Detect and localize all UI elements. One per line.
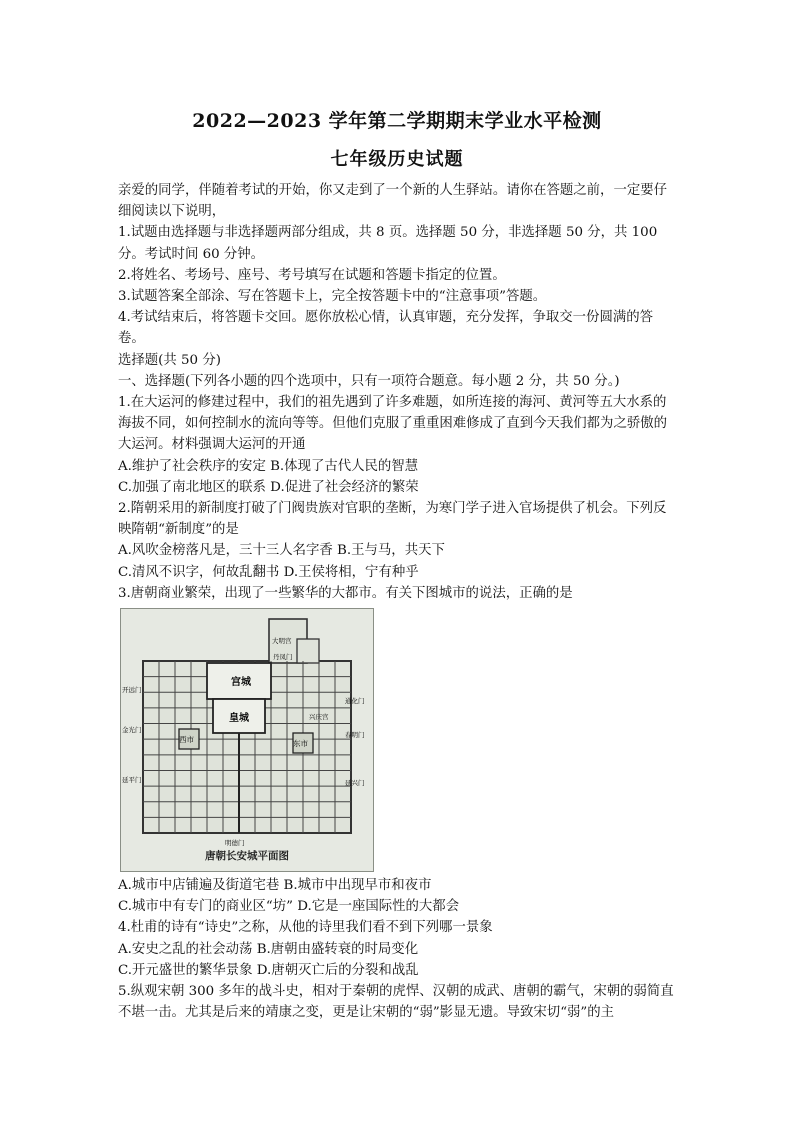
exam-body xyxy=(118,180,678,1023)
intro-paragraph: 4.考试结束后，将答题卡交回。愿你放松心情，认真审题，充分发挥，争取交一份圆满的答卷。 xyxy=(118,310,654,347)
intro-paragraph: 亲爱的同学，伴随着考试的开始，你又走到了一个新的人生驿站。请你在答题之前，一定要仔细阅读以下说明， xyxy=(118,183,668,220)
map-label-tonghua-gate: 通化门 xyxy=(345,697,365,706)
question-option: C.清风不识字，何故乱翻书 D.王侯将相，宁有种乎 xyxy=(118,564,419,580)
map-label-daming-palace: 大明宫 xyxy=(272,637,292,646)
map-label-imperial: 皇城 xyxy=(229,713,249,725)
question-stem: 2.隋朝采用的新制度打破了门阀贵族对官职的垄断，为寒门学子进入官场提供了机会。下列反映隋朝“新制度”的是 xyxy=(118,501,667,538)
map-label-xingqing-palace: 兴庆宫 xyxy=(309,713,329,722)
map-label-palace: 宫城 xyxy=(231,677,251,689)
map-label-west-market: 西市 xyxy=(179,735,194,745)
question-option: A.风吹金榜落凡是，三十三人名字香 B.王与马，共天下 xyxy=(118,543,445,559)
intro-paragraph: 2.将姓名、考场号、座号、考号填写在试题和答题卡指定的位置。 xyxy=(118,267,506,283)
question-stem: 3.唐朝商业繁荣，出现了一些繁华的大都市。有关下图城市的说法，正确的是 xyxy=(118,585,573,601)
intro-paragraph: 1.试题由选择题与非选择题两部分组成，共 8 页。选择题 50 分，非选择题 50 分，共 100 分。考试时间 60 分钟。 xyxy=(118,225,658,262)
changan-city-map xyxy=(120,608,374,872)
map-label-jinguang-gate: 金光门 xyxy=(122,726,142,735)
map-label-yanping-gate: 延平门 xyxy=(122,776,142,785)
question-stem: 1.在大运河的修建过程中，我们的祖先遇到了许多难题，如所连接的海河、黄河等五大水系的海拔不同，如何控制水的流向等等。但他们克服了重重困难修成了直到今天我们都为之骄傲的大运河。材料强调大运河的开通 xyxy=(118,395,668,453)
exam-subtitle: 七年级历史试题 xyxy=(330,149,464,170)
question-option: C.加强了南北地区的联系 D.促进了社会经济的繁荣 xyxy=(118,479,419,495)
question-option: A.城市中店铺遍及街道宅巷 B.城市中出现早市和夜市 xyxy=(118,878,432,894)
map-label-mingde-gate: 明德门 xyxy=(225,839,245,848)
intro-paragraph: 3.试题答案全部涂、写在答题卡上，完全按答题卡中的“注意事项”答题。 xyxy=(118,289,547,305)
question-option: C.城市中有专门的商业区“坊” D.它是一座国际性的大都会 xyxy=(118,899,460,915)
section-instruction: 一、选择题(下列各小题的四个选项中，只有一项符合题意。每小题 2 分，共 50 分。) xyxy=(118,373,620,389)
exam-title: 2022—2023 学年第二学期期末学业水平检测 xyxy=(192,110,602,132)
figure-caption: 唐朝长安城平面图 xyxy=(205,849,289,862)
map-label-kaiyuan-gate: 开远门 xyxy=(122,686,142,695)
map-label-chunming-gate: 春明门 xyxy=(345,731,365,740)
map-drawing xyxy=(121,609,373,871)
map-label-east-market: 东市 xyxy=(293,739,308,749)
question-option: A.安史之乱的社会动荡 B.唐朝由盛转衰的时局变化 xyxy=(118,941,419,957)
question-stem: 4.杜甫的诗有“诗史”之称，从他的诗里我们看不到下列哪一景象 xyxy=(118,920,493,936)
map-label-danfeng-gate: 丹凤门 xyxy=(273,653,293,662)
question-option: A.维护了社会秩序的安定 B.体现了古代人民的智慧 xyxy=(118,458,419,474)
question-option: C.开元盛世的繁华景象 D.唐朝灭亡后的分裂和战乱 xyxy=(118,962,419,978)
map-label-yanxing-gate: 延兴门 xyxy=(345,779,365,788)
question-stem: 5.纵观宋朝 300 多年的战斗史，相对于秦朝的虎悍、汉朝的成武、唐朝的霸气，宋朝的弱简直不堪一击。尤其是后来的靖康之变，更是让宋朝的“弱”影显无遗。导致宋切“弱”的主 xyxy=(118,984,674,1021)
section-heading: 选择题(共 50 分) xyxy=(118,352,221,368)
